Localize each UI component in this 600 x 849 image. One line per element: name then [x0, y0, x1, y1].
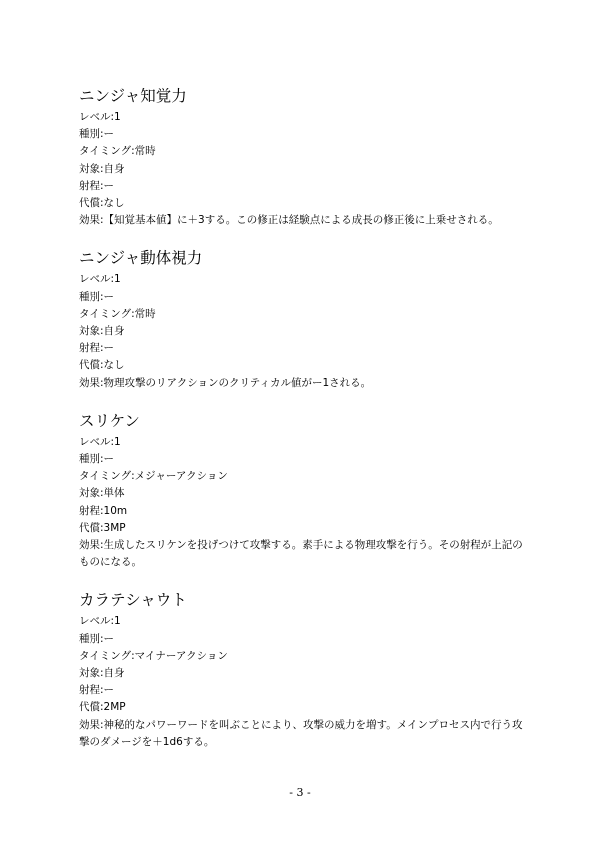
field-label: 種別: [79, 632, 100, 645]
skill-section: [79, 588, 529, 751]
field-separator: :: [100, 632, 104, 645]
field-value: ー: [103, 684, 115, 697]
field-label: 対象: [79, 667, 100, 680]
field-separator: :: [110, 111, 115, 123]
skill-field-timing: [79, 468, 529, 485]
skill-field-type: [79, 451, 529, 468]
skill-title: スリケン: [79, 411, 140, 430]
field-label: タイミング: [79, 649, 132, 662]
field-separator: :: [100, 667, 104, 680]
effect-text: 【知覚基本値】に＋3する。この修正は経験点による成長の修正後に上乗せされる。: [103, 214, 499, 227]
skill-field-level: [79, 271, 529, 288]
field-label: タイミング: [79, 307, 132, 320]
field-value: なし: [103, 197, 125, 210]
skill-field-type: [79, 631, 529, 648]
field-label: タイミング: [79, 470, 132, 483]
effect-label: 効果: [79, 718, 100, 731]
field-separator: :: [110, 435, 115, 448]
skill-field-cost: [79, 357, 529, 374]
field-separator: :: [100, 487, 104, 500]
field-value: 1: [114, 111, 121, 123]
field-label: 代償: [79, 197, 100, 210]
field-label: レベル: [79, 615, 111, 628]
field-label: 対象: [79, 325, 100, 338]
skill-section: [79, 409, 529, 572]
effect-label: 効果: [79, 214, 100, 227]
field-value: 1: [114, 273, 121, 286]
field-value: なし: [103, 359, 125, 372]
field-separator: :: [100, 342, 104, 355]
field-value: メジャーアクション: [134, 470, 228, 483]
skill-section: [79, 246, 529, 391]
effect-text: 生成したスリケンを投げつけて攻撃する。素手による物理攻撃を行う。その射程が上記のものになる。: [79, 539, 523, 569]
effect-text: 神秘的なパワーワードを叫ぶことにより、攻撃の威力を増す。メインプロセス内で行う攻撃のダメージを＋1d6する。: [79, 718, 523, 748]
field-label: 代償: [79, 701, 100, 714]
field-separator: :: [100, 521, 104, 534]
effect-text: 物理攻撃のリアクションのクリティカル値がー1される。: [103, 376, 372, 389]
skill-effect: [79, 537, 529, 571]
field-value: 10m: [103, 504, 128, 517]
field-label: 種別: [79, 128, 100, 141]
field-separator: :: [100, 718, 104, 731]
field-value: マイナーアクション: [134, 649, 228, 662]
skill-field-range: [79, 178, 529, 195]
field-separator: :: [100, 197, 104, 210]
skill-field-target: [79, 323, 529, 340]
page-number: - 3 -: [289, 786, 311, 799]
field-separator: :: [100, 325, 104, 338]
skill-section: [79, 84, 529, 229]
field-value: 常時: [134, 145, 156, 158]
skill-field-target: [79, 161, 529, 178]
field-separator: :: [131, 470, 135, 483]
skill-title: ニンジャ知覚力: [79, 87, 187, 105]
skill-effect: [79, 212, 529, 229]
field-separator: :: [100, 504, 104, 517]
skill-title: カラテシャウト: [79, 591, 187, 610]
field-separator: :: [110, 615, 115, 628]
field-value: ー: [103, 632, 115, 645]
field-label: 種別: [79, 453, 100, 466]
field-value: 1: [114, 615, 121, 628]
effect-label: 効果: [79, 376, 100, 389]
field-label: 対象: [79, 487, 100, 500]
field-separator: :: [100, 376, 104, 389]
field-separator: :: [100, 453, 104, 466]
field-value: 単体: [103, 487, 125, 500]
field-value: ー: [103, 128, 115, 141]
skill-field-cost: [79, 520, 529, 537]
skill-field-type: [79, 289, 529, 306]
skill-field-range: [79, 682, 529, 699]
field-label: 代償: [79, 521, 100, 534]
field-value: 自身: [103, 162, 125, 175]
field-value: 自身: [103, 325, 125, 338]
skill-field-cost: [79, 699, 529, 716]
effect-label: 効果: [79, 539, 100, 552]
field-label: レベル: [79, 273, 111, 286]
skill-field-target: [79, 665, 529, 682]
field-value: ー: [103, 453, 115, 466]
field-separator: :: [131, 145, 135, 158]
skill-field-range: [79, 340, 529, 357]
field-label: レベル: [79, 111, 111, 123]
field-separator: :: [131, 649, 135, 662]
skill-field-target: [79, 485, 529, 502]
field-label: 種別: [79, 290, 100, 303]
field-label: タイミング: [79, 145, 132, 158]
field-value: 1: [114, 435, 121, 448]
field-value: 常時: [134, 307, 156, 320]
field-value: ー: [103, 290, 115, 303]
skill-field-type: [79, 126, 529, 143]
field-separator: :: [100, 539, 104, 552]
skill-field-level: [79, 434, 529, 451]
field-label: 射程: [79, 504, 100, 517]
field-label: 対象: [79, 162, 100, 175]
field-label: 射程: [79, 684, 100, 697]
skill-field-level: [79, 613, 529, 630]
skill-field-timing: [79, 648, 529, 665]
field-separator: :: [100, 359, 104, 372]
skill-list: [79, 84, 529, 768]
field-separator: :: [100, 684, 104, 697]
field-value: 自身: [103, 667, 125, 680]
field-label: 代償: [79, 359, 100, 372]
skill-field-timing: [79, 143, 529, 160]
field-separator: :: [131, 307, 135, 320]
field-separator: :: [110, 273, 115, 286]
skill-title: ニンジャ動体視力: [79, 249, 203, 268]
field-separator: :: [100, 290, 104, 303]
field-label: 射程: [79, 342, 100, 355]
field-label: レベル: [79, 435, 111, 448]
skill-field-range: [79, 503, 529, 520]
skill-field-level: [79, 109, 529, 126]
field-value: ー: [103, 342, 115, 355]
field-value: 2MP: [103, 701, 126, 714]
field-separator: :: [100, 214, 104, 227]
field-separator: :: [100, 128, 104, 141]
skill-field-cost: [79, 195, 529, 212]
skill-field-timing: [79, 306, 529, 323]
field-separator: :: [100, 701, 104, 714]
field-value: ー: [103, 179, 115, 192]
skill-effect: [79, 717, 529, 751]
skill-effect: [79, 375, 529, 392]
field-separator: :: [100, 162, 104, 175]
field-label: 射程: [79, 179, 100, 192]
field-separator: :: [100, 179, 104, 192]
field-value: 3MP: [103, 521, 126, 534]
